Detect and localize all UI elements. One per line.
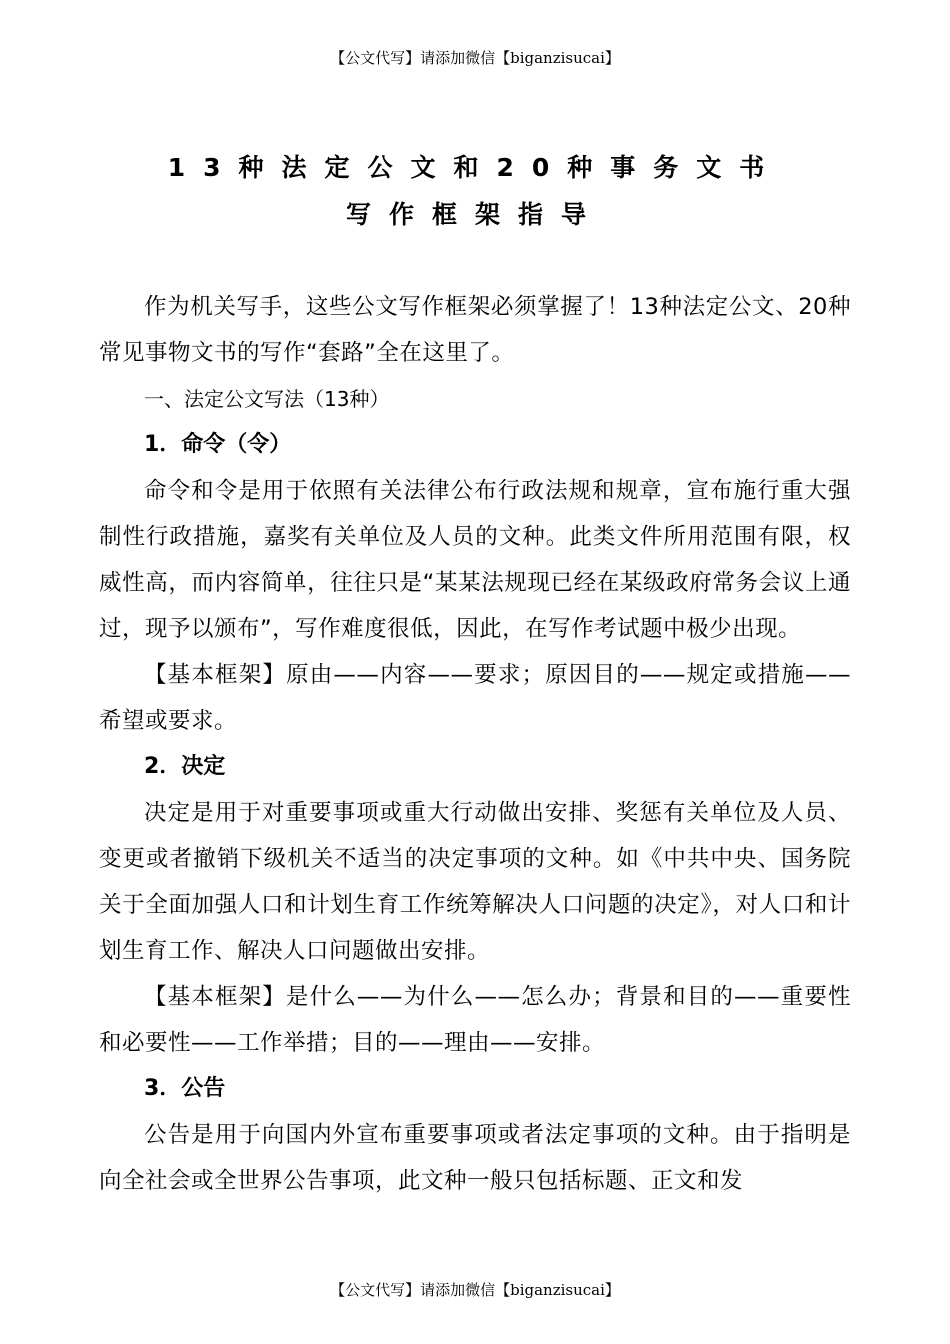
intro-paragraph: 作为机关写手，这些公文写作框架必须掌握了！13种法定公文、20种常见事物文书的写作“套路”全在这里了。	[99, 294, 851, 366]
document-body	[99, 284, 851, 1204]
item1-heading: 1．命令（令）	[144, 432, 292, 457]
item3-heading: 3．公告	[144, 1076, 226, 1101]
document-title-line2: 写作框架指导	[345, 200, 604, 229]
item1-body: 命令和令是用于依照有关法律公布行政法规和规章，宣布施行重大强制性行政措施，嘉奖有关单位及人员的文种。此类文件所用范围有限，权威性高，而内容简单，往往只是“某某法规现已经在某级政府常务会议上通过，现予以颁布”，写作难度很低，因此，在写作考试题中极少出现。	[99, 478, 851, 642]
item2-body: 决定是用于对重要事项或重大行动做出安排、奖惩有关单位及人员、变更或者撤销下级机关不适当的决定事项的文种。如《中共中央、国务院关于全面加强人口和计划生育工作统筹解决人口问题的决定》，对人口和计划生育工作、解决人口问题做出安排。	[99, 800, 851, 964]
section-heading: 一、法定公文写法（13种）	[144, 387, 390, 411]
document-title-line1: 13种法定公文和20种事务文书	[167, 153, 783, 182]
page-footer: 【公文代写】请添加微信【biganzisucai】	[330, 1281, 620, 1299]
item3-body: 公告是用于向国内外宣布重要事项或者法定事项的文种。由于指明是向全社会或全世界公告事项，此文种一般只包括标题、正文和发	[99, 1122, 851, 1194]
page-header: 【公文代写】请添加微信【biganzisucai】	[330, 49, 620, 67]
item2-framework: 【基本框架】是什么——为什么——怎么办；背景和目的——重要性和必要性——工作举措；目的——理由——安排。	[99, 984, 851, 1056]
item2-heading: 2．决定	[144, 754, 226, 779]
item1-framework: 【基本框架】原由——内容——要求；原因目的——规定或措施——希望或要求。	[99, 662, 851, 734]
